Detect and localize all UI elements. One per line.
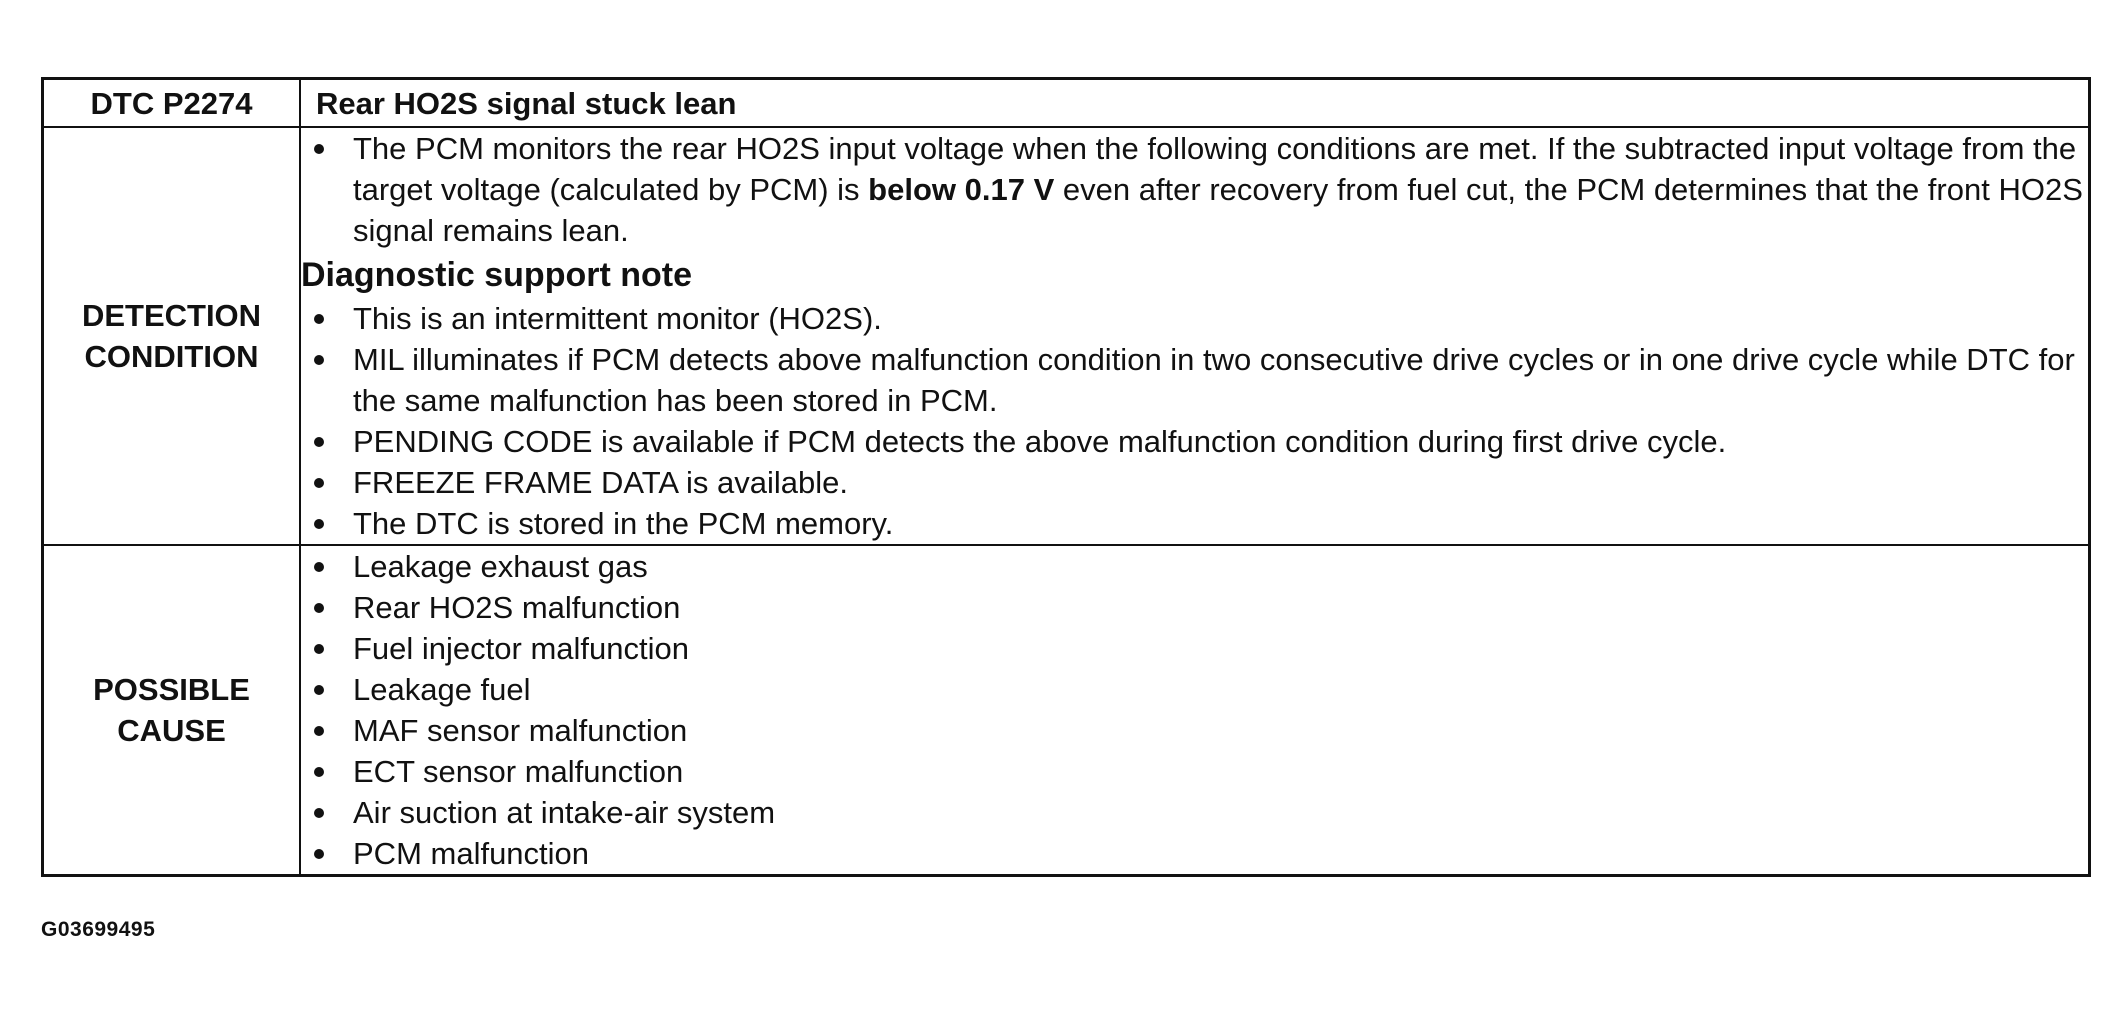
note-text: This is an intermittent monitor (HO2S). bbox=[353, 301, 882, 336]
bullet-icon bbox=[314, 519, 324, 529]
cause-text: MAF sensor malfunction bbox=[353, 713, 688, 748]
cause-text: Leakage fuel bbox=[353, 672, 531, 707]
cause-text: PCM malfunction bbox=[353, 836, 590, 871]
bullet-icon bbox=[314, 808, 324, 818]
cause-text: Fuel injector malfunction bbox=[353, 631, 689, 666]
detection-label-line2: CONDITION bbox=[84, 339, 259, 374]
dtc-code-cell bbox=[43, 79, 301, 128]
intro-threshold: below 0.17 V bbox=[868, 172, 1055, 207]
diagnostic-note bbox=[301, 503, 2088, 544]
note-text: FREEZE FRAME DATA is available. bbox=[353, 465, 848, 500]
intro-text-after: even after recovery from fuel cut, the PCM determines that the front HO2S signal remains lean. bbox=[353, 172, 2083, 248]
cause-item bbox=[301, 710, 2088, 751]
cause-text: Leakage exhaust gas bbox=[353, 549, 648, 584]
bullet-icon bbox=[314, 144, 324, 154]
bullet-icon bbox=[314, 603, 324, 613]
bullet-icon bbox=[314, 355, 324, 365]
detection-condition-row bbox=[43, 127, 2090, 545]
cause-item bbox=[301, 792, 2088, 833]
diagnostic-notes-list bbox=[301, 298, 2088, 544]
bullet-icon bbox=[314, 767, 324, 777]
dtc-title-cell bbox=[300, 79, 2090, 128]
cause-item bbox=[301, 587, 2088, 628]
possible-cause-list bbox=[301, 546, 2088, 874]
cause-item bbox=[301, 669, 2088, 710]
bullet-icon bbox=[314, 478, 324, 488]
cause-text: Air suction at intake-air system bbox=[353, 795, 776, 830]
cause-item bbox=[301, 751, 2088, 792]
detection-intro-list bbox=[301, 128, 2088, 251]
diagnostic-support-title: Diagnostic support note bbox=[301, 256, 692, 294]
cause-label-line1: POSSIBLE bbox=[93, 672, 250, 707]
bullet-icon bbox=[314, 685, 324, 695]
detection-label-line1: DETECTION bbox=[81, 298, 262, 333]
header-row bbox=[43, 79, 2090, 128]
possible-cause-row bbox=[43, 545, 2090, 876]
cause-item bbox=[301, 833, 2088, 874]
diagnostic-note bbox=[301, 462, 2088, 503]
possible-cause-label bbox=[43, 545, 301, 876]
possible-cause-content bbox=[300, 545, 2090, 876]
note-text: MIL illuminates if PCM detects above malfunction condition in two consecutive drive cycles or in one drive cycle while DTC for the same malfunction has been stored in PCM. bbox=[353, 342, 2075, 418]
detection-condition-label bbox=[43, 127, 301, 545]
note-text: PENDING CODE is available if PCM detects the above malfunction condition during first drive cycle. bbox=[353, 424, 1727, 459]
cause-text: Rear HO2S malfunction bbox=[353, 590, 681, 625]
diagnostic-note bbox=[301, 298, 2088, 339]
bullet-icon bbox=[314, 849, 324, 859]
detection-intro-item bbox=[301, 128, 2088, 251]
dtc-code: DTC P2274 bbox=[90, 85, 253, 121]
diagnostic-note bbox=[301, 339, 2088, 421]
intro-text-before: The PCM monitors the rear HO2S input voltage when the following conditions are met. If the subtracted input voltage from the target voltage (calculated by PCM) is bbox=[353, 131, 2077, 207]
detection-condition-content bbox=[300, 127, 2090, 545]
dtc-table bbox=[41, 77, 2091, 877]
bullet-icon bbox=[314, 437, 324, 447]
diagnostic-note bbox=[301, 421, 2088, 462]
figure-id: G03699495 bbox=[41, 918, 156, 941]
cause-label-line2: CAUSE bbox=[117, 713, 226, 748]
cause-item bbox=[301, 628, 2088, 669]
note-text: The DTC is stored in the PCM memory. bbox=[353, 506, 894, 541]
bullet-icon bbox=[314, 726, 324, 736]
dtc-title: Rear HO2S signal stuck lean bbox=[316, 85, 737, 121]
bullet-icon bbox=[314, 562, 324, 572]
bullet-icon bbox=[314, 314, 324, 324]
cause-text: ECT sensor malfunction bbox=[353, 754, 684, 789]
cause-item bbox=[301, 546, 2088, 587]
bullet-icon bbox=[314, 644, 324, 654]
